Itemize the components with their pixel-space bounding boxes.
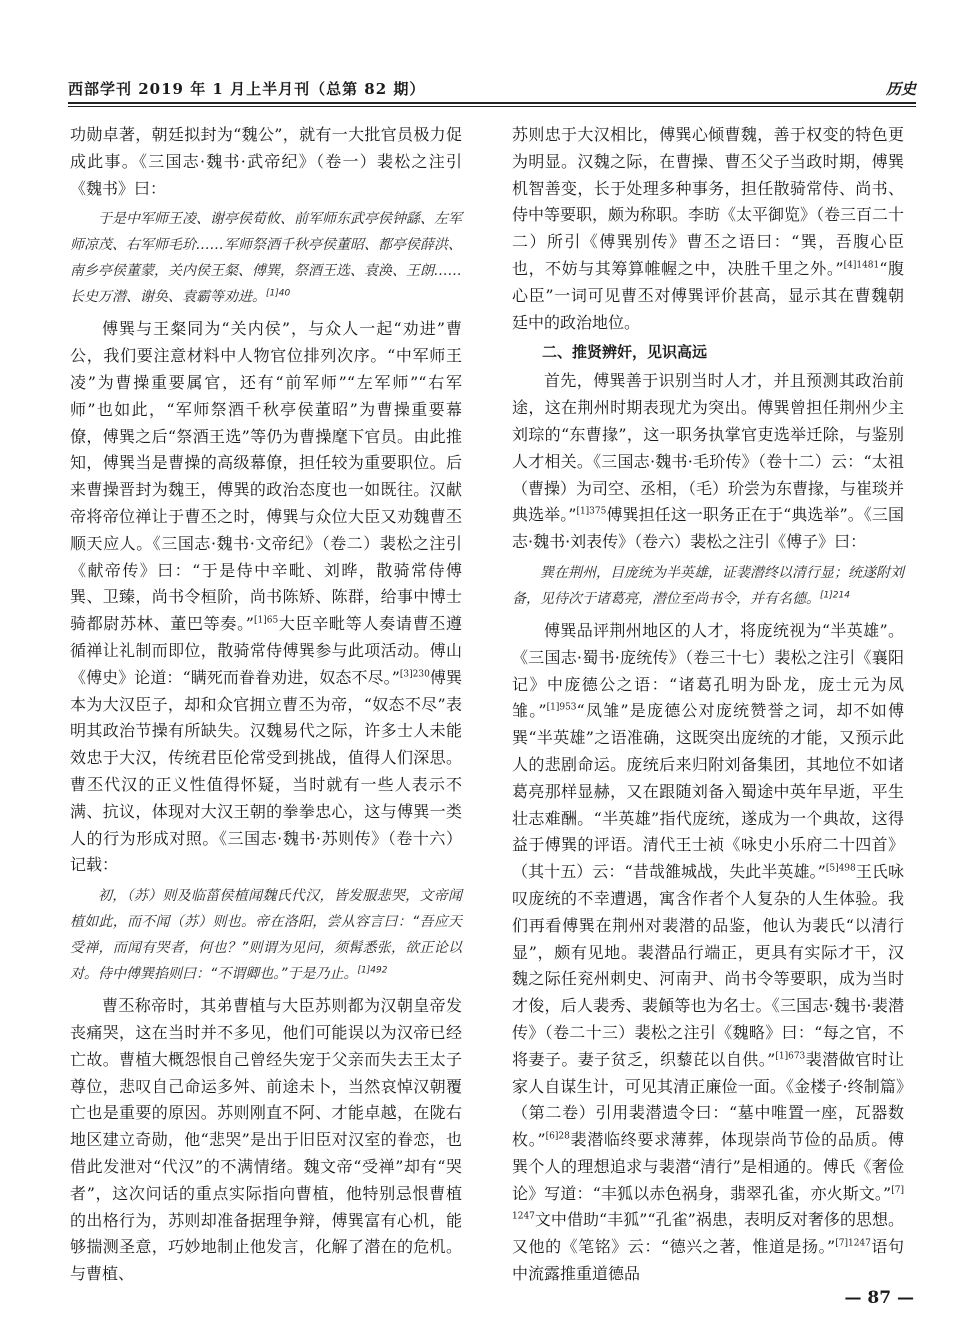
text: 语句中流露推重道德品 <box>512 1237 904 1284</box>
citation: [4]1481 <box>843 260 880 271</box>
block-quote <box>512 560 904 612</box>
page-number: — 87 — <box>844 1288 914 1308</box>
text: 于是中军师王凌、谢亭侯荀攸、前军师东武亭侯钟繇、左军师凉茂、右军师毛玠……军师祭酒千秋亭侯董昭、都亭侯薛洪、南乡亭侯董蒙，关内侯王粲、傅巽，祭酒王选、袁涣、王朗……长史万潜、谢奂、袁霸等劝进。 <box>70 211 462 306</box>
text: 傅巽品评荆州地区的人才，将庞统视为“半英雄”。《三国志·蜀书·庞统传》（卷三十七）裴松之注引《襄阳记》中庞德公之语：“诸葛孔明为卧龙，庞士元为凤雏。” <box>512 620 904 721</box>
citation: [1]492 <box>357 965 388 976</box>
right-column <box>512 122 905 1284</box>
text: 首先，傅巽善于识别当时人才，并且预测其政治前途，这在荆州时期表现尤为突出。傅巽曾担任荆州少主刘琮的“东曹掾”，这一职务执掌官吏选举迁除，与鉴别人才相关。《三国志·魏书·毛玠传》（卷十二）云：“太祖（曹操）为司空、丞相，（毛）玠尝为东曹掾，与崔琰并典选举。” <box>512 371 905 525</box>
citation: [1]214 <box>820 590 850 601</box>
citation: [1]65 <box>253 615 279 626</box>
paragraph <box>70 122 462 202</box>
text: 裴潜临终要求薄葬，体现崇尚节俭的品质。傅巽个人的理想追求与裴潜“清行”是相通的。傅氏《奢俭论》写道：“丰狐以赤色祸身，翡翠孔雀，亦火斯文。” <box>512 1130 904 1203</box>
citation: [3]230 <box>399 669 430 680</box>
text: 巽在荆州，目庞统为半英雄，证裴潜终以清行显；统遂附刘备，见待次于诸葛亮，潜位至尚书令，并有名德。 <box>512 564 904 607</box>
paragraph <box>70 993 462 1288</box>
citation: [7]1247 <box>512 1185 904 1223</box>
text: “凤雏”是庞德公对庞统赞誉之词，却不如傅巽“半英雄”之语准确，这既突出庞统的才能，又预示此人的悲剧命运。庞统后来归附刘备集团，其地位不如诸葛亮那样显赫，又在跟随刘备入蜀途中英年早逝，平生壮志难酬。“半英雄”指代庞统，遂成为一个典故，这得益于傅巽的评语。清代王士祯《咏史小乐府二十四首》（其十五）云：“昔哉雒城战，失此半英雄。” <box>512 701 904 882</box>
citation: [1]40 <box>266 288 291 299</box>
text: 傅巽与王粲同为“关内侯”，与众人一起“劝进”曹公，我们要注意材料中人物官位排列次序。“中军师王凌”为曹操重要属官，还有“前军师”“左军师”“右军师”也如此，“军师祭酒千秋亭侯董昭”为曹操重要幕僚，傅巽之后“祭酒王选”等仍为曹操麾下官员。由此推知，傅巽当是曹操的高级幕僚，担任较为重要职位。后来曹操晋封为魏王，傅巽的政治态度也一如既往。汉献帝将帝位禅让于曹丕之时，傅巽与众位大臣又劝魏曹丕顺天应人。《三国志·魏书·文帝纪》（卷二）裴松之注引《献帝传》曰：“于是侍中辛毗、刘晔，散骑常侍傅巽、卫臻，尚书令桓阶，尚书陈矫、陈群，给事中博士骑都尉苏林、董巴等奏。” <box>70 319 462 634</box>
citation: [6]28 <box>545 1131 570 1142</box>
text: 傅巽本为大汉臣子，却和众官拥立曹丕为帝，“奴态不尽”表明其政治节操有所缺失。汉魏易代之际，许多士人未能效忠于大汉，传统君臣伦常受到挑战，值得人们深思。曹丕代汉的正义性值得怀疑，当时就有一些人表示不满、抗议，体现对大汉王朝的拳拳忠心，这与傅巽一类人的行为形成对照。《三国志·魏书·苏则传》（卷十六）记载： <box>70 667 462 875</box>
running-header <box>68 78 916 102</box>
text: 初，（苏）则及临菑侯植闻魏氏代汉，皆发服悲哭，文帝闻植如此，而不闻（苏）则也。帝在洛阳，尝从容言曰：“吾应天受禅，而闻有哭者，何也？”则谓为见问，须髯悉张，欲正论以对。侍中傅巽掐则曰：“不谓卿也。”于是乃止。 <box>70 888 462 983</box>
section-heading: 二、推贤辨奸，见识高远 <box>542 343 708 362</box>
paragraph <box>512 618 904 1288</box>
citation: [1]673 <box>775 1051 806 1062</box>
header-rule-thin <box>68 106 916 107</box>
text: 大臣辛毗等人奏请曹丕遵循禅让礼制而即位，散骑常侍傅巽参与此项活动。傅山《傅史》论道：“瞒死而眷眷劝进，奴态不尽。” <box>70 614 462 687</box>
header-rule <box>68 102 916 104</box>
left-column <box>70 122 462 1284</box>
citation: [5]498 <box>825 863 856 874</box>
text: 功勋卓著，朝廷拟封为“魏公”，就有一大批官员极力促成此事。《三国志·魏书·武帝纪》（卷一）裴松之注引《魏书》曰： <box>70 125 462 198</box>
text: “腹心臣”一词可见曹丕对傅巽评价甚高，显示其在曹魏朝廷中的政治地位。 <box>512 258 904 332</box>
text: 文中借助“丰狐”“孔雀”祸患，表明反对奢侈的思想。又他的《笔铭》云：“德兴之著，惟道是扬。” <box>512 1210 904 1257</box>
journal-title: 西部学刊 2019 年 1 月上半月刊（总第 82 期） <box>68 80 426 98</box>
paragraph <box>512 368 904 556</box>
block-quote <box>70 883 462 987</box>
citation: [1]375 <box>576 507 607 518</box>
section-title: 历史 <box>885 80 916 98</box>
text: 苏则忠于大汉相比，傅巽心倾曹魏，善于权变的特色更为明显。汉魏之际，在曹操、曹丕父子当政时期，傅巽机智善变，长于处理多种事务，担任散骑常侍、尚书、侍中等要职，颇为称职。李昉《太平御览》（卷三百二十二）所引《傅巽别传》曹丕之语曰：“巽，吾腹心臣也，不妨与其筹算帷幄之中，决胜千里之外。” <box>512 125 905 278</box>
citation: [7]1247 <box>835 1238 871 1249</box>
citation: [1]953 <box>546 703 577 714</box>
paragraph <box>512 122 904 336</box>
paragraph <box>70 316 462 879</box>
text: 王氏咏叹庞统的不幸遭遇，寓含作者个人复杂的人生体验。我们再看傅巽在荆州对裴潜的品鉴，他认为裴氏“以清行显”，颇有见地。裴潜品行端正，更具有实际才干，汉魏之际任兖州刺史、河南尹、尚书令等要职，成为当时才俊，后人裴秀、裴頠等也为名士。《三国志·魏书·裴潜传》（卷二十三）裴松之注引《魏略》曰：“每之官，不将妻子。妻子贫乏，织藜芘以自供。” <box>512 862 904 1069</box>
text: 曹丕称帝时，其弟曹植与大臣苏则都为汉朝皇帝发丧痛哭，这在当时并不多见，他们可能误以为汉帝已经亡故。曹植大概怨恨自己曾经失宠于父亲而失去王太子尊位，悲叹自己命运多舛、前途未卜，当然哀悼汉朝覆亡也是重要的原因。苏则刚直不阿、才能卓越，在陇右地区建立奇勋，他“悲哭”是出于旧臣对汉室的眷恋，也借此发泄对“代汉”的不满情绪。魏文帝“受禅”却有“哭者”，这次问话的重点实际指向曹植，他特别忌恨曹植的出格行为，苏则却准备据理争辩，傅巽富有心机，能够揣测圣意，巧妙地制止他发言，化解了潜在的危机。与曹植、 <box>70 996 462 1284</box>
text: 裴潜做官时让家人自谋生计，可见其清正廉俭一面。《金楼子·终制篇》（第二卷）引用裴潜遗令曰：“墓中唯置一座，瓦器数枚。” <box>512 1049 904 1150</box>
block-quote <box>70 206 462 310</box>
text: 傅巽担任这一职务正在于“典选举”。《三国志·魏书·刘表传》（卷六）裴松之注引《傅子》曰： <box>512 505 904 552</box>
